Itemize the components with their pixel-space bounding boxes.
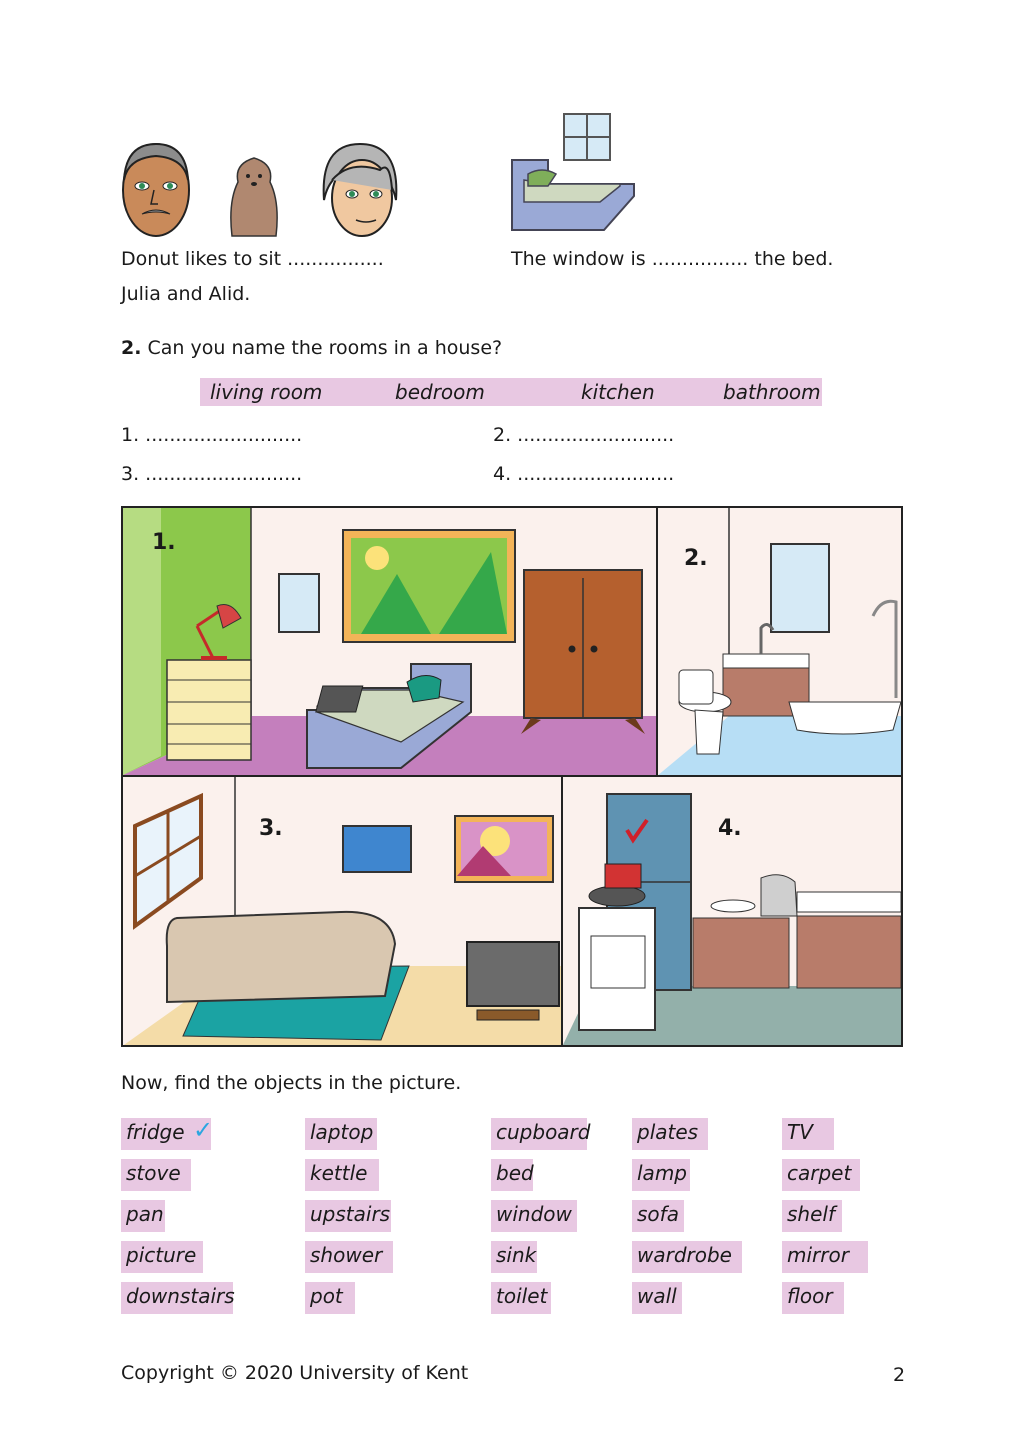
grandmother-face-illustration — [320, 140, 400, 240]
word-bank-item: kitchen — [581, 380, 655, 404]
word-item-plates — [632, 1118, 708, 1150]
word-label: pan — [126, 1202, 164, 1226]
word-item-wall — [632, 1282, 682, 1314]
word-label: lamp — [637, 1161, 687, 1185]
word-label: window — [496, 1202, 572, 1226]
word-label: bed — [496, 1161, 534, 1185]
word-label: mirror — [787, 1243, 849, 1267]
grandfather-face-illustration — [118, 140, 198, 240]
word-item-sink — [491, 1241, 537, 1273]
word-label: TV — [787, 1120, 813, 1144]
word-item-lamp — [632, 1159, 690, 1191]
answer-line-2[interactable]: 2. .......................... — [493, 424, 675, 446]
word-item-pan — [121, 1200, 165, 1232]
word-label: upstairs — [310, 1202, 391, 1226]
house-scene — [121, 506, 903, 1047]
word-label: cupboard — [496, 1120, 591, 1144]
answer-line-1[interactable]: 1. .......................... — [121, 424, 303, 446]
word-item-toilet — [491, 1282, 551, 1314]
word-bank-item: bedroom — [395, 380, 485, 404]
floor-divider — [121, 775, 903, 777]
word-label: laptop — [310, 1120, 374, 1144]
answer-line-4[interactable]: 4. .......................... — [493, 463, 675, 485]
word-label: kettle — [310, 1161, 368, 1185]
room-label-2: 2. — [684, 546, 708, 571]
word-label: fridge — [126, 1120, 185, 1144]
word-item-mirror — [782, 1241, 868, 1273]
sentence-donut: Donut likes to sit ................ — [121, 248, 384, 270]
word-bank-item: living room — [210, 380, 323, 404]
word-item-wardrobe — [632, 1241, 742, 1273]
word-item-tv — [782, 1118, 834, 1150]
exercise-number: 2. — [121, 337, 142, 359]
word-item-carpet — [782, 1159, 860, 1191]
word-label: floor — [787, 1284, 833, 1308]
word-bank-item: bathroom — [723, 380, 821, 404]
word-item-shower — [305, 1241, 393, 1273]
room-label-1: 1. — [152, 530, 176, 555]
word-item-upstairs — [305, 1200, 391, 1232]
dog-illustration — [224, 152, 284, 238]
copyright-notice: Copyright © 2020 University of Kent — [121, 1362, 469, 1384]
question-text: Can you name the rooms in a house? — [147, 337, 503, 359]
page-number: 2 — [893, 1364, 906, 1386]
word-label: shower — [310, 1243, 383, 1267]
checkmark-icon: ✓ — [193, 1116, 214, 1144]
word-label: wardrobe — [637, 1243, 732, 1267]
word-label: carpet — [787, 1161, 852, 1185]
sentence-window: The window is ................ the bed. — [511, 248, 834, 270]
word-item-picture — [121, 1241, 203, 1273]
find-objects-instruction: Now, find the objects in the picture. — [121, 1072, 462, 1094]
bed-and-window-illustration — [508, 110, 638, 238]
exercise-2-question — [121, 337, 502, 359]
word-item-bed — [491, 1159, 533, 1191]
room-divider-top — [656, 506, 658, 776]
sentence-donut-continued: Julia and Alid. — [121, 283, 251, 305]
word-label: pot — [310, 1284, 343, 1308]
word-item-floor — [782, 1282, 844, 1314]
word-item-kettle — [305, 1159, 379, 1191]
room-label-3: 3. — [259, 816, 283, 841]
word-label: shelf — [787, 1202, 835, 1226]
word-item-cupboard — [491, 1118, 591, 1150]
word-item-sofa — [632, 1200, 684, 1232]
word-bank — [200, 378, 822, 406]
answer-line-3[interactable]: 3. .......................... — [121, 463, 303, 485]
word-item-window — [491, 1200, 577, 1232]
word-label: toilet — [496, 1284, 548, 1308]
room-label-4: 4. — [718, 816, 742, 841]
word-item-shelf — [782, 1200, 842, 1232]
word-label: wall — [637, 1284, 677, 1308]
word-label: sink — [496, 1243, 537, 1267]
word-item-pot — [305, 1282, 355, 1314]
word-label: sofa — [637, 1202, 679, 1226]
word-label: downstairs — [126, 1284, 235, 1308]
word-label: plates — [637, 1120, 699, 1144]
word-label: picture — [126, 1243, 197, 1267]
word-item-downstairs — [121, 1282, 233, 1314]
room-divider-bottom — [561, 776, 563, 1047]
word-item-laptop — [305, 1118, 377, 1150]
word-label: stove — [126, 1161, 181, 1185]
word-item-stove — [121, 1159, 191, 1191]
